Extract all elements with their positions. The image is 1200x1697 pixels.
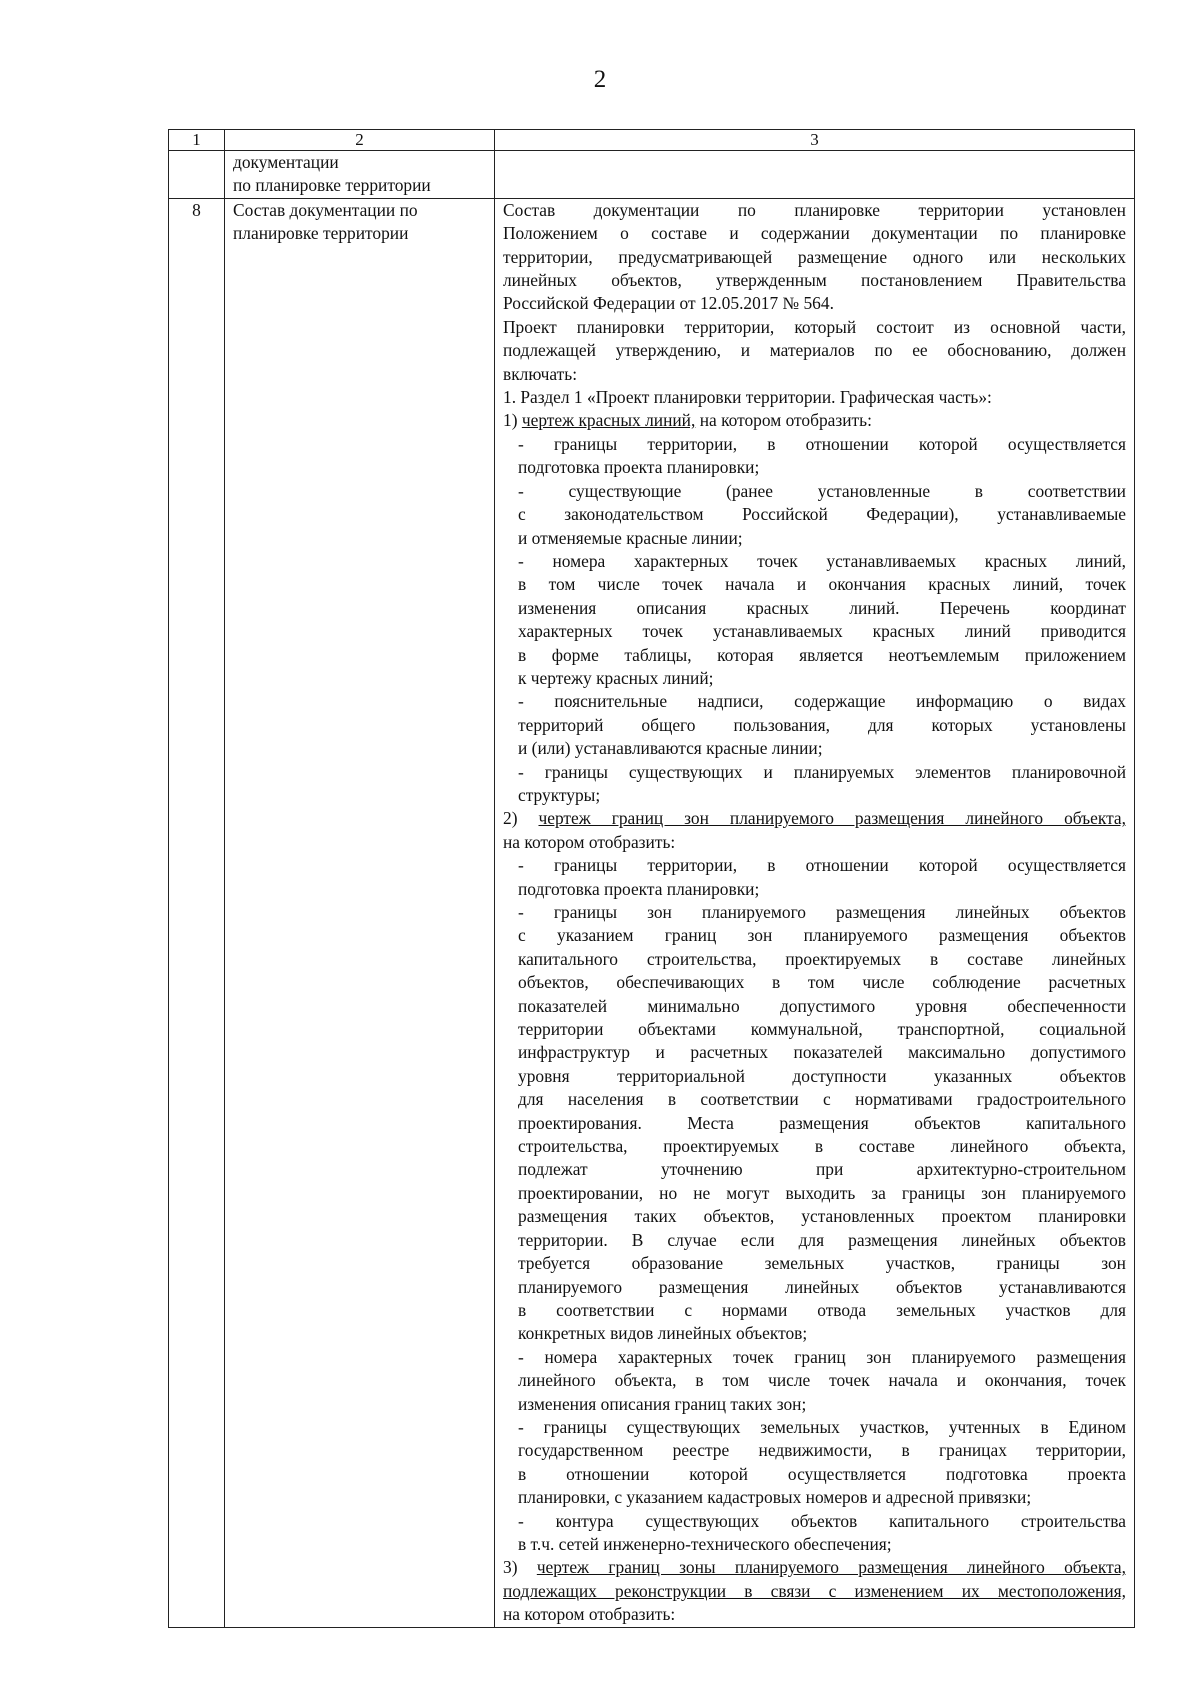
- row-name-line: Состав документации по: [233, 199, 418, 220]
- item-number: 1): [503, 410, 518, 431]
- intro-line: территории, предусматривающей размещение одного или нескольких: [503, 246, 1126, 267]
- item-title-line: [503, 1580, 1126, 1603]
- row-content-cell: [495, 151, 1135, 199]
- row-content-cell: [495, 198, 1135, 1627]
- intro-line: Положением о составе и содержании документации по планировке: [503, 223, 1126, 244]
- project-line: включать:: [503, 363, 578, 384]
- bullet-line: и (или) устанавливаются красные линии;: [518, 738, 823, 759]
- bullet-line: показателей минимально допустимого уровня обеспеченности: [518, 995, 1126, 1016]
- bullet-line: объектов, обеспечивающих в том числе соблюдение расчетных: [518, 972, 1126, 993]
- bullet-line: планировки, с указанием кадастровых номеров и адресной привязки;: [518, 1487, 1032, 1508]
- bullet-line: конкретных видов линейных объектов;: [518, 1323, 808, 1344]
- item-title: чертеж границ зоны планируемого размещения линейного объекта,: [536, 1557, 1126, 1578]
- bullet-line: - границы существующих и планируемых элементов планировочной: [518, 761, 1126, 782]
- bullet-line: к чертежу красных линий;: [518, 667, 714, 688]
- intro-line: Российской Федерации от 12.05.2017 № 564.: [503, 293, 834, 314]
- header-col-2: 2: [225, 130, 495, 151]
- bullet-line: территории. В случае если для размещения линейных объектов: [518, 1229, 1126, 1250]
- bullet-line: - границы территории, в отношении которой осуществляется: [518, 433, 1126, 454]
- table-row-8: [169, 198, 1135, 1627]
- header-col-1: 1: [169, 130, 225, 151]
- item-1-heading: [503, 409, 1126, 432]
- item-number: 2): [503, 808, 518, 829]
- item-number: 3): [503, 1557, 518, 1578]
- bullet-line: структуры;: [518, 784, 601, 805]
- bullet-line: строительства, проектируемых в составе линейного объекта,: [518, 1136, 1126, 1157]
- intro-line: Состав документации по планировке территории установлен: [503, 199, 1126, 220]
- document-table: [168, 129, 1135, 1628]
- bullet-line: - границы зон планируемого размещения линейных объектов: [518, 902, 1126, 922]
- bullet-line: инфраструктур и расчетных показателей максимально допустимого: [518, 1042, 1126, 1063]
- row-name-line: по планировке территории: [233, 175, 431, 196]
- bullet-line: линейного объекта, в том числе точек начала и окончания, точек: [518, 1370, 1126, 1391]
- bullet-line: - контура существующих объектов капитального строительства: [518, 1510, 1126, 1531]
- header-col-3: 3: [495, 130, 1135, 151]
- bullet-line: планируемого размещения линейных объектов устанавливаются: [518, 1276, 1126, 1297]
- bullet-line: характерных точек устанавливаемых красных линий приводится: [518, 621, 1126, 642]
- bullet-line: - номера характерных точек границ зон планируемого размещения: [518, 1346, 1126, 1367]
- bullet-line: проектировании, но не могут выходить за границы зон планируемого: [518, 1182, 1126, 1203]
- page-number: 2: [593, 66, 607, 93]
- bullet-line: в соответствии с нормами отвода земельных участков для: [518, 1299, 1126, 1320]
- bullet-line: изменения описания границ таких зон;: [518, 1393, 807, 1414]
- bullet-line: уровня территориальной доступности указанных объектов: [518, 1065, 1126, 1086]
- table-header-row: [169, 130, 1135, 151]
- row-number: [169, 151, 225, 199]
- item-title: чертеж границ зон планируемого размещения линейного объекта,: [538, 808, 1126, 829]
- row-number: 8: [169, 198, 225, 1627]
- bullet-line: в том числе точек начала и окончания красных линий, точек: [518, 574, 1126, 595]
- bullet-line: территорий общего пользования, для которых установлены: [518, 714, 1126, 735]
- row-name-cell: [225, 198, 495, 1627]
- item-title-rest: на котором отобразить:: [503, 831, 676, 852]
- intro-line: линейных объектов, утвержденным постановлением Правительства: [503, 270, 1126, 291]
- project-line: подлежащей утверждению, и материалов по ее обоснованию, должен: [503, 340, 1126, 361]
- bullet-line: в форме таблицы, которая является неотъемлемым приложением: [518, 644, 1126, 665]
- bullet-line: с указанием границ зон планируемого размещения объектов: [518, 925, 1126, 946]
- bullet-line: территории объектами коммунальной, транспортной, социальной: [518, 1019, 1126, 1040]
- bullet-line: капитального строительства, проектируемых в составе линейных: [518, 948, 1126, 969]
- item-title: подлежащих реконструкции в связи с изменением их местоположения,: [503, 1580, 1126, 1601]
- project-line: Проект планировки территории, который состоит из основной части,: [503, 316, 1126, 337]
- table-row-continuation: [169, 151, 1135, 199]
- bullet-line: в т.ч. сетей инженерно-технического обеспечения;: [518, 1533, 892, 1554]
- bullet-line: - существующие (ранее установленные в соответствии: [518, 480, 1126, 501]
- bullet-line: размещения таких объектов, установленных проектом планировки: [518, 1206, 1126, 1227]
- bullet-line: проектирования. Места размещения объектов капитального: [518, 1112, 1126, 1133]
- bullet-line: подлежат уточнению при архитектурно-строительном: [518, 1159, 1126, 1180]
- item-title: чертеж красных линий,: [521, 410, 696, 431]
- row-name-line: документации: [233, 152, 339, 172]
- bullet-line: подготовка проекта планировки;: [518, 878, 760, 899]
- bullet-line: изменения описания красных линий. Перечень координат: [518, 597, 1126, 618]
- bullet-line: подготовка проекта планировки;: [518, 457, 760, 478]
- section-heading: 1. Раздел 1 «Проект планировки территории. Графическая часть»:: [503, 387, 992, 408]
- item-title-rest: на котором отобразить:: [503, 1604, 676, 1625]
- item-2-heading: [503, 807, 1126, 830]
- bullet-line: и отменяемые красные линии;: [518, 527, 743, 548]
- item-title-rest: на котором отобразить:: [695, 410, 872, 431]
- bullet-line: в отношении которой осуществляется подготовка проекта: [518, 1463, 1126, 1484]
- bullet-line: для населения в соответствии с нормативами градостроительного: [518, 1089, 1126, 1110]
- bullet-line: - границы территории, в отношении которой осуществляется: [518, 855, 1126, 876]
- item-3-heading: [503, 1556, 1126, 1579]
- bullet-line: - номера характерных точек устанавливаемых красных линий,: [518, 550, 1126, 571]
- row-name-line: планировке территории: [233, 223, 409, 244]
- bullet-line: требуется образование земельных участков, границы зон: [518, 1253, 1126, 1274]
- bullet-line: с законодательством Российской Федерации), устанавливаемые: [518, 504, 1126, 525]
- bullet-line: государственном реестре недвижимости, в границах территории,: [518, 1440, 1126, 1461]
- bullet-line: - пояснительные надписи, содержащие информацию о видах: [518, 691, 1126, 712]
- row-name-cell: [225, 151, 495, 199]
- bullet-line: - границы существующих земельных участков, учтенных в Едином: [518, 1416, 1126, 1437]
